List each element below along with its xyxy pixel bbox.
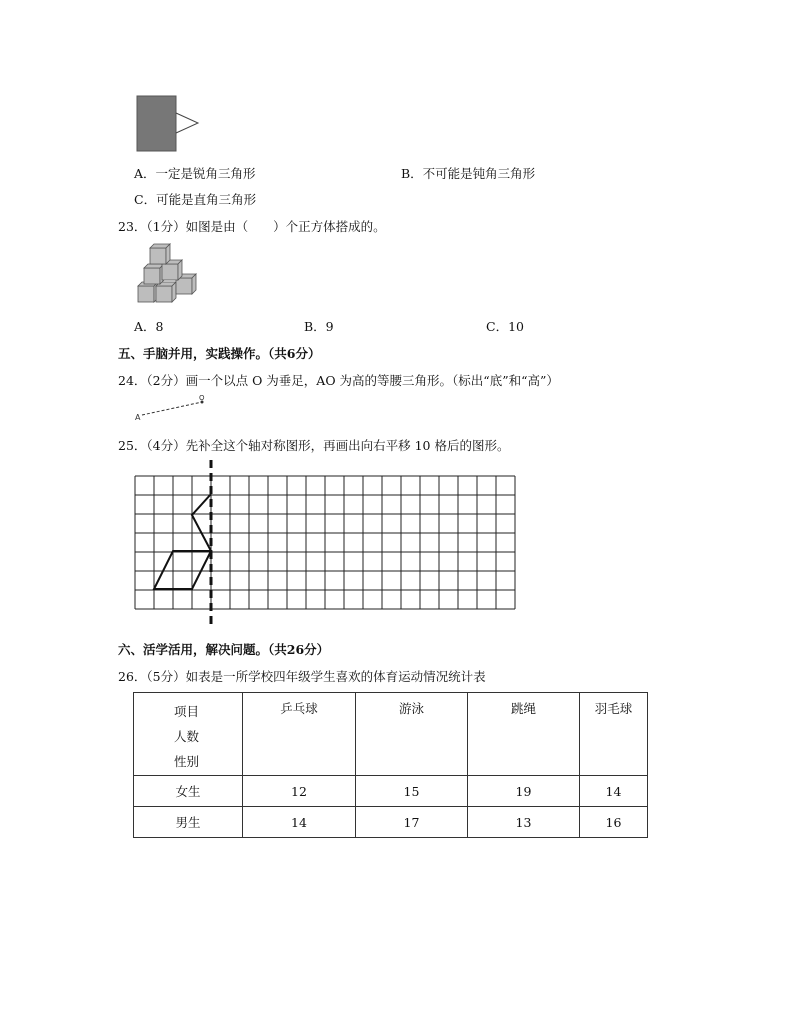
q22-option-a[interactable]: A．一定是锐角三角形 xyxy=(134,166,256,181)
rectangle-triangle-figure xyxy=(136,95,206,153)
table-cell: 16 xyxy=(580,807,648,838)
half-figure-upper xyxy=(192,494,211,551)
table-cell: 14 xyxy=(580,776,648,807)
label-a: A xyxy=(135,413,141,422)
symmetry-grid[interactable] xyxy=(134,458,520,628)
header-cell: 乒乓球 xyxy=(243,693,356,776)
q23-option-c[interactable]: C．10 xyxy=(486,319,524,334)
q22-option-c[interactable]: C．可能是直角三角形 xyxy=(134,192,257,207)
header-cell: 跳绳 xyxy=(468,693,580,776)
q23-option-b[interactable]: B．9 xyxy=(304,319,334,334)
row-label: 男生 xyxy=(134,807,243,838)
table-cell: 19 xyxy=(468,776,580,807)
table-cell: 15 xyxy=(356,776,468,807)
ao-dashed-line xyxy=(134,392,210,422)
q23-option-a[interactable]: A．8 xyxy=(134,319,164,334)
header-cell: 游泳 xyxy=(356,693,468,776)
q24-stem: 24．（2分）画一个以点 O 为垂足，AO 为高的等腰三角形。（标出“底”和“高”） xyxy=(118,373,559,388)
sports-stat-table xyxy=(133,692,648,838)
gray-rectangle xyxy=(137,96,176,151)
corner-label-gender: 性别 xyxy=(174,754,200,769)
section-5-title: 五、手脑并用，实践操作。（共6分） xyxy=(118,346,321,361)
q26-stem: 26．（5分）如表是一所学校四年级学生喜欢的体育运动情况统计表 xyxy=(118,669,486,684)
label-o: O xyxy=(199,394,205,402)
corner-label-item: 项目 xyxy=(174,704,200,719)
table-row xyxy=(134,776,648,807)
table-cell: 17 xyxy=(356,807,468,838)
q23-stem: 23．（1分）如图是由（ ）个正方体搭成的。 xyxy=(118,219,386,234)
table-header-row xyxy=(134,693,648,776)
table-row xyxy=(134,807,648,838)
header-cell: 羽毛球 xyxy=(580,693,648,776)
diagonal-header-cell xyxy=(134,693,243,776)
table-cell: 13 xyxy=(468,807,580,838)
half-figure-parallelogram xyxy=(154,551,211,589)
table-cell: 12 xyxy=(243,776,356,807)
section-6-title: 六、活学活用，解决问题。（共26分） xyxy=(118,642,330,657)
row-label: 女生 xyxy=(134,776,243,807)
stacked-cubes-figure xyxy=(136,240,202,306)
q22-option-b[interactable]: B．不可能是钝角三角形 xyxy=(401,166,536,181)
table-cell: 14 xyxy=(243,807,356,838)
q25-stem: 25．（4分）先补全这个轴对称图形，再画出向右平移 10 格后的图形。 xyxy=(118,438,510,453)
triangle-outline xyxy=(176,113,198,133)
corner-label-count: 人数 xyxy=(174,729,200,744)
